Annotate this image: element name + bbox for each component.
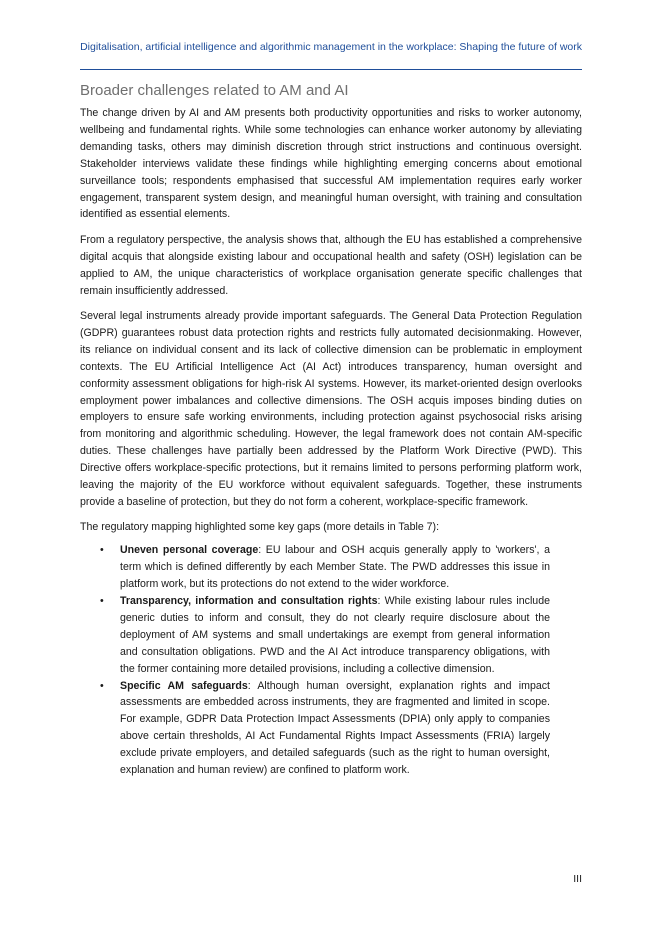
paragraph-ai-am-change: The change driven by AI and AM presents both productivity opportunities and risks to worker autonomy, wellbeing and fundamental rights. While some technologies can enhance worker autonomy by alleviating demanding tasks, others may diminish discretion through strict instructions and continuous oversight. Stakeholder interviews validate these findings while highlighting emerging concerns about emotional surveillance tools; respondents emphasised that successful AM implementation requires early worker engagement, transparent system design, and meaningful human oversight, with training and consultation identified as essential elements. <box>80 107 582 221</box>
header-rule <box>80 69 582 70</box>
list-item <box>100 542 550 593</box>
gaps-intro: The regulatory mapping highlighted some key gaps (more details in Table 7): <box>80 521 440 534</box>
running-header-title: Digitalisation, artificial intelligence and algorithmic management in the workplace: Shaping the future of work <box>80 41 582 53</box>
bullet-icon: • <box>100 544 104 557</box>
gap-term: Uneven personal coverage <box>120 544 259 557</box>
paragraph-regulatory-perspective: From a regulatory perspective, the analysis shows that, although the EU has established a comprehensive digital acquis that alongside existing labour and occupational health and safety (OSH) legislation can be applied to AM, the unique characteristics of workplace organisation generate specific challenges that remain insufficiently addressed. <box>80 233 582 297</box>
page-number: III <box>573 873 582 885</box>
gap-text: : Although human oversight, explanation rights and impact assessments are embedded across instruments, they are fragmented and limited in scope. For example, GDPR Data Protection Impact Assessments (DPIA) only apply to companies above certain thresholds, AI Act Fundamental Rights Impact Assessments (FRIA) largely exclude private employers, and detailed safeguards (such as the right to human oversight, explanation and human review) are confined to platform work. <box>120 679 551 777</box>
bullet-icon: • <box>100 679 104 692</box>
section-title: Broader challenges related to AM and AI <box>80 82 349 99</box>
gap-term: Transparency, information and consultation rights <box>120 594 378 607</box>
list-item <box>100 593 550 678</box>
bullet-icon: • <box>100 594 104 607</box>
paragraph-legal-instruments: Several legal instruments already provide important safeguards. The General Data Protection Regulation (GDPR) guarantees robust data protection rights and restricts fully automated decisionmaking. However, its reliance on individual consent and its lack of collective dimension can be problematic in employment contexts. The EU Artificial Intelligence Act (AI Act) introduces transparency, human oversight and conformity assessment obligations for high-risk AI systems. However, its market-oriented design overlooks employment power imbalances and collective dimensions. The OSH acquis imposes binding duties on employers to ensure safe working environments, including protection against psychosocial risks arising from monitoring and algorithmic scheduling. However, the legal framework does not contain AM-specific duties. These challenges have partially been addressed by the Platform Work Directive (PWD). This Directive offers workplace-specific protections, but it remains limited to persons performing platform work, leaving the majority of the EU workforce without equivalent safeguards. Together, these instruments provide a baseline of protection, but they do not form a coherent, workplace-specific framework. <box>80 309 582 508</box>
running-header <box>80 40 582 56</box>
list-item <box>100 678 551 779</box>
gaps-list <box>80 542 550 779</box>
gap-text: : While existing labour rules include generic duties to inform and consult, they do not clearly require disclosure about the deployment of AM systems and small undertakings are exempt from general information and consultation obligations. PWD and the AI Act introduce transparency obligations, with the former containing more detailed provisions, including a collective dimension. <box>120 594 550 675</box>
gap-term: Specific AM safeguards <box>120 679 248 692</box>
gap-text: : EU labour and OSH acquis generally apply to 'workers', a term which is defined differently by each Member State. The PWD addresses this issue in platform work, but its protections do not extend to the wider workforce. <box>120 544 550 591</box>
main-content <box>80 82 582 779</box>
